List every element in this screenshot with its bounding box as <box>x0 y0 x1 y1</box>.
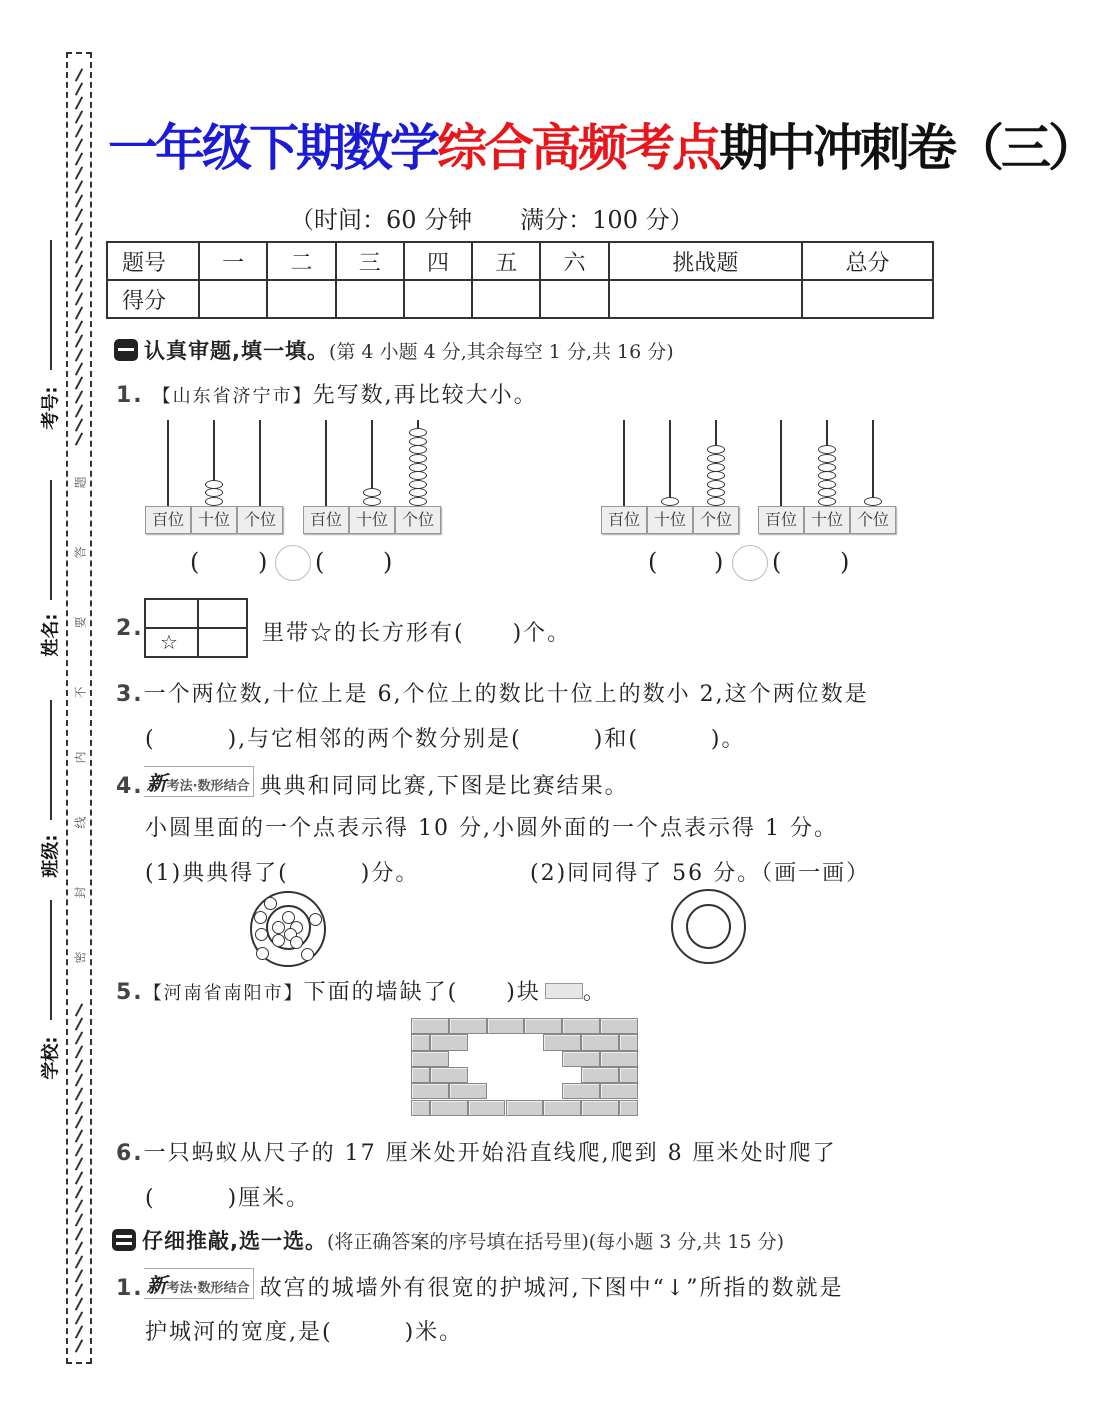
slash-mark <box>75 1185 83 1198</box>
abacus-bead <box>409 463 427 472</box>
brick <box>468 1100 506 1116</box>
abacus-bead <box>707 454 725 463</box>
slash-mark <box>75 348 83 361</box>
slash-mark <box>75 96 83 109</box>
section-1-heading <box>114 335 674 365</box>
abacus-bead <box>409 428 427 437</box>
slash-mark <box>75 250 83 263</box>
slash-mark <box>75 1311 83 1324</box>
abacus-rod <box>872 420 874 506</box>
question-text: 下面的墙缺了( <box>303 980 459 1005</box>
brick <box>411 1067 430 1083</box>
brick <box>581 1067 619 1083</box>
question-5 <box>116 975 607 1006</box>
slash-mark <box>75 1213 83 1226</box>
exam-number-label: 考号: <box>40 386 62 430</box>
place-value-label: 个位 <box>237 506 283 534</box>
abacus-rod <box>669 420 671 506</box>
slash-mark <box>75 376 83 389</box>
score-table-header-cell: 六 <box>540 242 608 280</box>
slash-mark <box>75 292 83 305</box>
seal-line-char: 密 <box>73 951 88 964</box>
abacus-bead <box>409 445 427 454</box>
binding-strip <box>66 52 92 1364</box>
brick <box>411 1083 449 1099</box>
seal-line-char: 题 <box>73 476 88 489</box>
slash-mark <box>75 138 83 151</box>
question-text: 。 <box>582 980 607 1005</box>
name-line[interactable] <box>50 480 52 600</box>
place-value-label: 十位 <box>349 506 395 534</box>
abacus-rod <box>325 420 327 506</box>
abacus-rod <box>780 420 782 506</box>
question-4-line-2: 小圆里面的一个点表示得 10 分,小圆外面的一个点表示得 1 分。 <box>145 816 838 841</box>
slash-mark <box>75 320 83 333</box>
class-line[interactable] <box>50 700 52 820</box>
brick <box>619 1100 638 1116</box>
score-cell[interactable] <box>199 280 267 318</box>
tag-text: 考法·数形结合 <box>166 779 250 794</box>
question-text: 一个两位数,十位上是 6,个位上的数比十位上的数小 2,这个两位数是 <box>143 682 869 707</box>
question-2-number <box>116 616 144 641</box>
slash-mark <box>75 1017 83 1030</box>
abacus-bead <box>661 497 679 506</box>
answer-paren-open[interactable]: ( <box>648 548 658 576</box>
score-cell[interactable] <box>404 280 472 318</box>
seal-line-char: 线 <box>73 816 88 829</box>
brick <box>562 1051 600 1067</box>
abacus-bead <box>409 437 427 446</box>
question-number: 1. <box>116 1276 144 1301</box>
place-value-label: 十位 <box>647 506 693 534</box>
answer-paren-close[interactable]: ) <box>258 548 268 576</box>
slash-mark <box>75 1297 83 1310</box>
score-cell[interactable] <box>609 280 802 318</box>
section-2-question-1-line-1 <box>116 1268 844 1302</box>
score-table-header-cell: 挑战题 <box>609 242 802 280</box>
abacus-bead <box>818 445 836 454</box>
slash-mark <box>75 1199 83 1212</box>
question-text: 先写数,再比较大小。 <box>312 383 538 408</box>
question-text: )个。 <box>512 621 572 646</box>
slash-mark <box>75 1115 83 1128</box>
answer-paren-close[interactable]: ) <box>714 548 724 576</box>
tag-new: 新 <box>146 771 167 795</box>
question-3-line-2[interactable]: ( ),与它相邻的两个数分别是( )和( )。 <box>145 727 746 752</box>
question-text: 故宫的城墙外有很宽的护城河,下图中“↓”所指的数就是 <box>259 1276 844 1301</box>
score-table-header-cell: 五 <box>472 242 540 280</box>
brick <box>543 1100 581 1116</box>
score-dot-inner <box>272 921 285 934</box>
score-table-header-cell: 四 <box>404 242 472 280</box>
slash-mark <box>75 236 83 249</box>
answer-paren-close[interactable]: ) <box>383 548 393 576</box>
brick-icon <box>545 983 583 999</box>
answer-paren-close[interactable]: ) <box>840 548 850 576</box>
place-value-label: 百位 <box>303 506 349 534</box>
score-table-header-cell: 三 <box>336 242 404 280</box>
score-cell[interactable] <box>267 280 335 318</box>
section-number-two-icon <box>112 1229 136 1251</box>
slash-mark <box>75 1073 83 1086</box>
slash-mark <box>75 306 83 319</box>
question-number: 2. <box>116 616 144 641</box>
seal-line-char: 内 <box>73 751 88 764</box>
question-source: 【河南省南阳市】 <box>143 983 304 1004</box>
section-2-question-1-line-2[interactable]: 护城河的宽度,是( )米。 <box>145 1320 464 1345</box>
section-2-title: 仔细推敲,选一选。 <box>142 1229 327 1253</box>
answer-paren-open[interactable]: ( <box>772 548 782 576</box>
title-exam: 期中冲刺卷（三） <box>719 119 1095 177</box>
score-table-header-row <box>107 242 933 280</box>
question-4-sub-1[interactable]: (1)典典得了( )分。 <box>145 861 420 886</box>
slash-mark <box>75 1059 83 1072</box>
score-table-row-label: 题号 <box>107 242 199 280</box>
brick <box>581 1100 619 1116</box>
abacus-bead <box>363 488 381 497</box>
place-value-label: 十位 <box>191 506 237 534</box>
slash-mark <box>75 68 83 81</box>
slash-mark <box>75 334 83 347</box>
brick <box>562 1018 600 1034</box>
brick <box>506 1100 544 1116</box>
page-title <box>108 108 1095 180</box>
abacus-bead <box>818 497 836 506</box>
question-number: 3. <box>116 682 144 707</box>
abacus-bead <box>409 471 427 480</box>
slash-mark <box>75 1241 83 1254</box>
section-1-note: (第 4 小题 4 分,其余每空 1 分,共 16 分) <box>328 341 674 363</box>
question-text: 一只蚂蚁从尺子的 17 厘米处开始沿直线爬,爬到 8 厘米处时爬了 <box>143 1141 837 1166</box>
abacus-bead <box>707 445 725 454</box>
slash-mark <box>75 1283 83 1296</box>
abacus-bead <box>363 497 381 506</box>
answer-paren-open[interactable]: ( <box>190 548 200 576</box>
abacus-bead <box>409 488 427 497</box>
place-value-label: 百位 <box>601 506 647 534</box>
slash-mark <box>75 1325 83 1338</box>
slash-mark <box>75 1101 83 1114</box>
abacus-bead <box>707 463 725 472</box>
brick <box>411 1034 430 1050</box>
tongtong-inner-circle[interactable] <box>686 904 731 949</box>
brick <box>619 1034 638 1050</box>
slash-mark <box>75 222 83 235</box>
brick <box>581 1034 619 1050</box>
school-label: 学校: <box>40 1036 62 1080</box>
abacus-bead <box>818 471 836 480</box>
slash-mark <box>75 264 83 277</box>
brick <box>524 1018 562 1034</box>
exam-number-line[interactable] <box>50 240 52 370</box>
brick <box>449 1083 487 1099</box>
slash-mark <box>75 1171 83 1184</box>
slash-mark <box>75 362 83 375</box>
brick <box>543 1034 581 1050</box>
section-number-one-icon <box>114 339 138 361</box>
question-2-text <box>262 616 571 647</box>
abacus-rod <box>623 420 625 506</box>
score-cell[interactable] <box>802 280 933 318</box>
slash-mark <box>75 1087 83 1100</box>
place-value-label: 个位 <box>395 506 441 534</box>
brick <box>449 1018 487 1034</box>
abacus-bead <box>864 497 882 506</box>
score-dot-outer <box>264 897 277 910</box>
score-table <box>106 241 934 319</box>
question-4-line-1 <box>116 766 629 800</box>
place-value-label: 十位 <box>804 506 850 534</box>
abacus-bead <box>707 471 725 480</box>
slash-mark <box>75 1269 83 1282</box>
section-1-title: 认真审题,填一填。 <box>144 339 329 363</box>
question-source: 【山东省济宁市】 <box>152 386 313 407</box>
abacus-bead <box>409 480 427 489</box>
question-number: 1. <box>116 383 144 408</box>
brick <box>411 1100 430 1116</box>
score-table-score-row <box>107 280 933 318</box>
question-3-line-1 <box>116 677 869 708</box>
new-method-tag <box>144 766 254 797</box>
score-dot-outer <box>256 947 269 960</box>
score-dot-outer <box>255 928 268 941</box>
brick <box>600 1051 638 1067</box>
answer-paren-open[interactable]: ( <box>315 548 325 576</box>
slash-mark <box>75 1143 83 1156</box>
slash-mark <box>75 1157 83 1170</box>
brick-wall-figure <box>411 1018 638 1116</box>
title-grade: 一年级下期数学 <box>108 119 437 177</box>
place-value-label: 个位 <box>693 506 739 534</box>
brick <box>562 1083 600 1099</box>
question-text: )块 <box>506 980 541 1005</box>
score-dot-outer <box>254 911 267 924</box>
tag-new: 新 <box>146 1273 167 1297</box>
score-table-row-label: 得分 <box>107 280 199 318</box>
slash-mark <box>75 1045 83 1058</box>
seal-line-char: 答 <box>73 546 88 559</box>
abacus-bead <box>818 454 836 463</box>
score-dot-inner <box>290 936 303 949</box>
slash-mark <box>75 1255 83 1268</box>
score-cell[interactable] <box>472 280 540 318</box>
slash-mark <box>75 404 83 417</box>
abacus-bead <box>409 497 427 506</box>
abacus-bead <box>707 488 725 497</box>
abacus-rod <box>167 420 169 506</box>
abacus-rod <box>259 420 261 506</box>
score-dot-outer <box>301 948 314 961</box>
exam-time-score: （时间：60 分钟 满分：100 分） <box>290 206 694 234</box>
slash-mark <box>75 124 83 137</box>
title-topic: 综合高频考点 <box>437 119 719 177</box>
score-cell[interactable] <box>540 280 608 318</box>
slash-mark <box>75 82 83 95</box>
brick <box>430 1034 468 1050</box>
question-6-line-1 <box>116 1136 837 1167</box>
brick <box>487 1018 525 1034</box>
seal-line-char: 封 <box>73 886 88 899</box>
abacus-bead <box>409 454 427 463</box>
question-number: 5. <box>116 980 144 1005</box>
star-icon: ☆ <box>160 630 178 654</box>
slash-mark <box>75 278 83 291</box>
compare-circle[interactable] <box>732 545 768 581</box>
section-2-note: (将正确答案的序号填在括号里)(每小题 3 分,共 15 分) <box>326 1231 785 1253</box>
grid-line <box>146 627 246 629</box>
slash-mark <box>75 1031 83 1044</box>
abacus-bead <box>205 480 223 489</box>
slash-mark <box>75 432 83 445</box>
abacus-bead <box>818 480 836 489</box>
brick <box>411 1018 449 1034</box>
place-value-label: 百位 <box>758 506 804 534</box>
abacus-bead <box>205 497 223 506</box>
slash-mark <box>75 1339 83 1352</box>
place-value-label: 个位 <box>850 506 896 534</box>
seal-line-char: 要 <box>73 616 88 629</box>
brick <box>430 1100 468 1116</box>
slash-mark <box>75 180 83 193</box>
brick <box>430 1067 468 1083</box>
rectangle-grid-figure <box>144 598 248 658</box>
slash-mark <box>75 208 83 221</box>
abacus-bead <box>818 488 836 497</box>
abacus-bead <box>818 463 836 472</box>
grid-line <box>197 600 199 656</box>
school-line[interactable] <box>50 900 52 1020</box>
slash-mark <box>75 1227 83 1240</box>
brick <box>619 1067 638 1083</box>
question-4-sub-2: (2)同同得了 56 分。（画一画） <box>530 861 871 886</box>
brick <box>600 1018 638 1034</box>
score-table-header-cell: 一 <box>199 242 267 280</box>
slash-mark <box>75 166 83 179</box>
question-text: 典典和同同比赛,下图是比赛结果。 <box>259 774 629 799</box>
new-method-tag <box>144 1268 254 1299</box>
compare-circle[interactable] <box>275 545 311 581</box>
section-2-heading <box>112 1225 784 1255</box>
slash-mark <box>75 418 83 431</box>
class-label: 班级: <box>40 834 62 878</box>
score-table-header-cell: 二 <box>267 242 335 280</box>
seal-line-char: 不 <box>73 686 88 699</box>
slash-mark <box>75 390 83 403</box>
question-6-line-2[interactable]: ( )厘米。 <box>145 1186 311 1211</box>
score-cell[interactable] <box>336 280 404 318</box>
abacus-bead <box>707 480 725 489</box>
score-table-header-cell: 总分 <box>802 242 933 280</box>
name-label: 姓名: <box>40 613 62 657</box>
question-number: 4. <box>116 774 144 799</box>
tag-text: 考法·数形结合 <box>166 1281 250 1296</box>
slash-mark <box>75 1129 83 1142</box>
slash-mark <box>75 1003 83 1016</box>
brick <box>411 1051 449 1067</box>
question-1 <box>116 378 538 409</box>
question-text: 里带☆的长方形有( <box>262 621 465 646</box>
question-number: 6. <box>116 1141 144 1166</box>
slash-mark <box>75 152 83 165</box>
slash-mark <box>75 194 83 207</box>
abacus-bead <box>205 488 223 497</box>
place-value-label: 百位 <box>145 506 191 534</box>
slash-mark <box>75 110 83 123</box>
score-dot-inner <box>272 934 285 947</box>
score-dot-outer <box>309 913 322 926</box>
brick <box>600 1083 638 1099</box>
abacus-bead <box>707 497 725 506</box>
